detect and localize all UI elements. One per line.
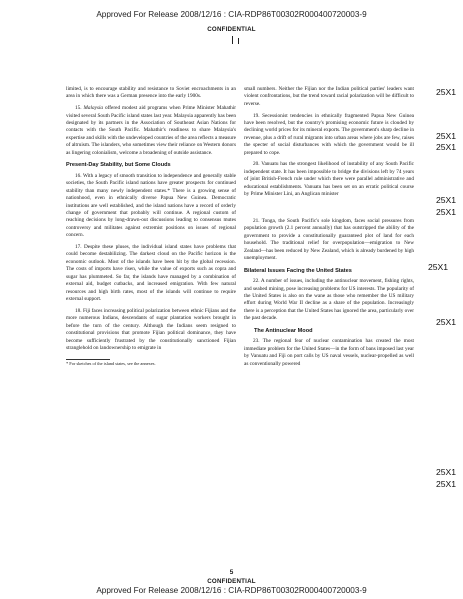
section-heading: Present-Day Stability, but Some Clouds — [66, 162, 171, 169]
release-footer: Approved For Release 2008/12/16 : CIA-RDP86T00302R000400720003-9 — [96, 586, 367, 595]
paragraph-15 — [66, 105, 236, 157]
release-header: Approved For Release 2008/12/16 : CIA-RDP86T00302R000400720003-9 — [96, 10, 367, 19]
redaction-mark: 25X1 — [436, 131, 457, 141]
redaction-mark: 25X1 — [436, 195, 457, 205]
paragraph-17: 17. Despite these pluses, the individual island states have problems that could become destabilizing. The darkest cloud on the Pacific horizon is the economic outlook. Most of the islands have been hit by the global recession. The costs of imports have risen, while the value of exports such as copra and sugar has plummeted. So far, the islands have managed by a combination of external aid, budget cutbacks, and increased emigration. With few natural resources and high birth rates, most of the islands will continue to require external support. — [66, 243, 236, 303]
paragraph-19: 19. Secessionist tendencies in ethnically fragmented Papua New Guinea have been resolved, but the country's promising economic future is clouded by declining world prices for its mineral exports. The government's sharp decline in revenue, plus a drift of rural migrants into urban areas where jobs are few, raises the specter of social disturbances with which the government would be ill prepared to cope. — [244, 112, 414, 156]
classification-header: CONFIDENTIAL — [207, 26, 256, 33]
paragraph-18: 18. Fiji faces increasing political polarization between ethnic Fijians and the more numerous Indians, descendants of sugar plantation workers brought in before the turn of the century. Although the Indians seem resigned to constitutional provisions that promote Fijian political dominance, they have become sufficiently frustrated by the constitutionally sanctioned Fijian stranglehold on landownership to emigrate in — [66, 307, 236, 352]
redaction-mark: 25X1 — [428, 262, 449, 272]
footnote: * For sketches of the island states, see the annexes. — [66, 360, 156, 366]
footnote-rule — [66, 359, 110, 360]
margin-tick — [238, 38, 239, 44]
classification-footer: CONFIDENTIAL — [207, 578, 256, 585]
paragraph-text: offered modest aid programs when Prime Minister Mahathir visited several South Pacific island states last year. Malaysia apparently has been designated by its partners in the Association of Southeast Asian Nations for contacts with the South Pacific. Mahathir's readiness to share Malaysia's expertise and skills with the undeveloped countries of the area reflects a measure of altruism. The islanders, who sometimes view their reliance on Western donors as lingering colonialism, welcome a broadening of outside assistance. — [66, 105, 237, 156]
paragraph-16: 16. With a legacy of smooth transition to independence and generally stable societies, the South Pacific island nations have greater prospects for continued stability than many newly independent states.* There is a growing sense of nationhood, even in ethnically diverse Papua New Guinea. Democratic institutions are well established, and the island nations have a record of orderly change of government that probably will continue. A regional custom of reaching decisions by long-drawn-out discussions leading to consensus mutes controversy and militates against extremist positions on issues of regional concern. — [66, 172, 236, 239]
redaction-mark: 25X1 — [436, 479, 457, 489]
paragraph-22: 22. A number of issues, including the antinuclear movement, fishing rights, and seabed mining, pose increasing problems for US interests. The popularity of the United States is also on the wane as those who remember the US military effort during World War II decline as a share of the population. Increasingly there is a perception that the United States has ignored the area, particularly over the past decade. — [244, 278, 414, 322]
paragraph-continued: small numbers. Neither the Fijian nor the Indian political parties' leaders want violent confrontations, but the trend toward racial polarization will be difficult to reverse. — [244, 86, 414, 107]
margin-tick — [232, 36, 233, 44]
redaction-mark: 25X1 — [436, 87, 457, 97]
paragraph-20: 20. Vanuatu has the strongest likelihood of instability of any South Pacific independent state. It has been impossible to bridge the divisions left by 74 years of joint British-French rule under which there were parallel administrative and educational establishments. Vanuatu has been set on an erratic political course by Prime Minister Lini, an Anglican minister — [244, 161, 414, 198]
paragraph-continued: limited, is to encourage stability and resistance to Soviet encroachments in an area in which there was a German presence into the early 1900s. — [66, 86, 236, 100]
redaction-mark: 25X1 — [436, 207, 457, 217]
redaction-mark: 25X1 — [436, 467, 457, 477]
redaction-mark: 25X1 — [436, 317, 457, 327]
paragraph-23: 23. The regional fear of nuclear contamination has created the most immediate problem for the United States—in the form of bans imposed last year by Vanuatu and Fiji on port calls by US naval vessels, nuclear-propelled as well as conventionally powered — [244, 338, 414, 367]
right-column — [244, 86, 414, 368]
left-column — [66, 86, 236, 367]
paragraph-21: 21. Tonga, the South Pacific's sole kingdom, faces social pressures from population growth (2.1 percent annually) that has outstripped the ability of the government to provide a constitutionally guaranteed plot of land for each household. The traditional relief for overpopulation—emigration to New Zealand—has been reduced by New Zealand, which is already burdened by high unemployment. — [244, 217, 414, 262]
redacted-gap — [244, 199, 414, 214]
section-heading: The Antinuclear Mood — [254, 327, 313, 334]
section-heading: Bilateral Issues Facing the United States — [244, 267, 352, 274]
paragraph-number: 15. — [75, 105, 82, 112]
page-number: 5 — [229, 569, 234, 576]
paragraph-lead: Malaysia — [83, 105, 104, 112]
redaction-mark: 25X1 — [436, 142, 457, 152]
